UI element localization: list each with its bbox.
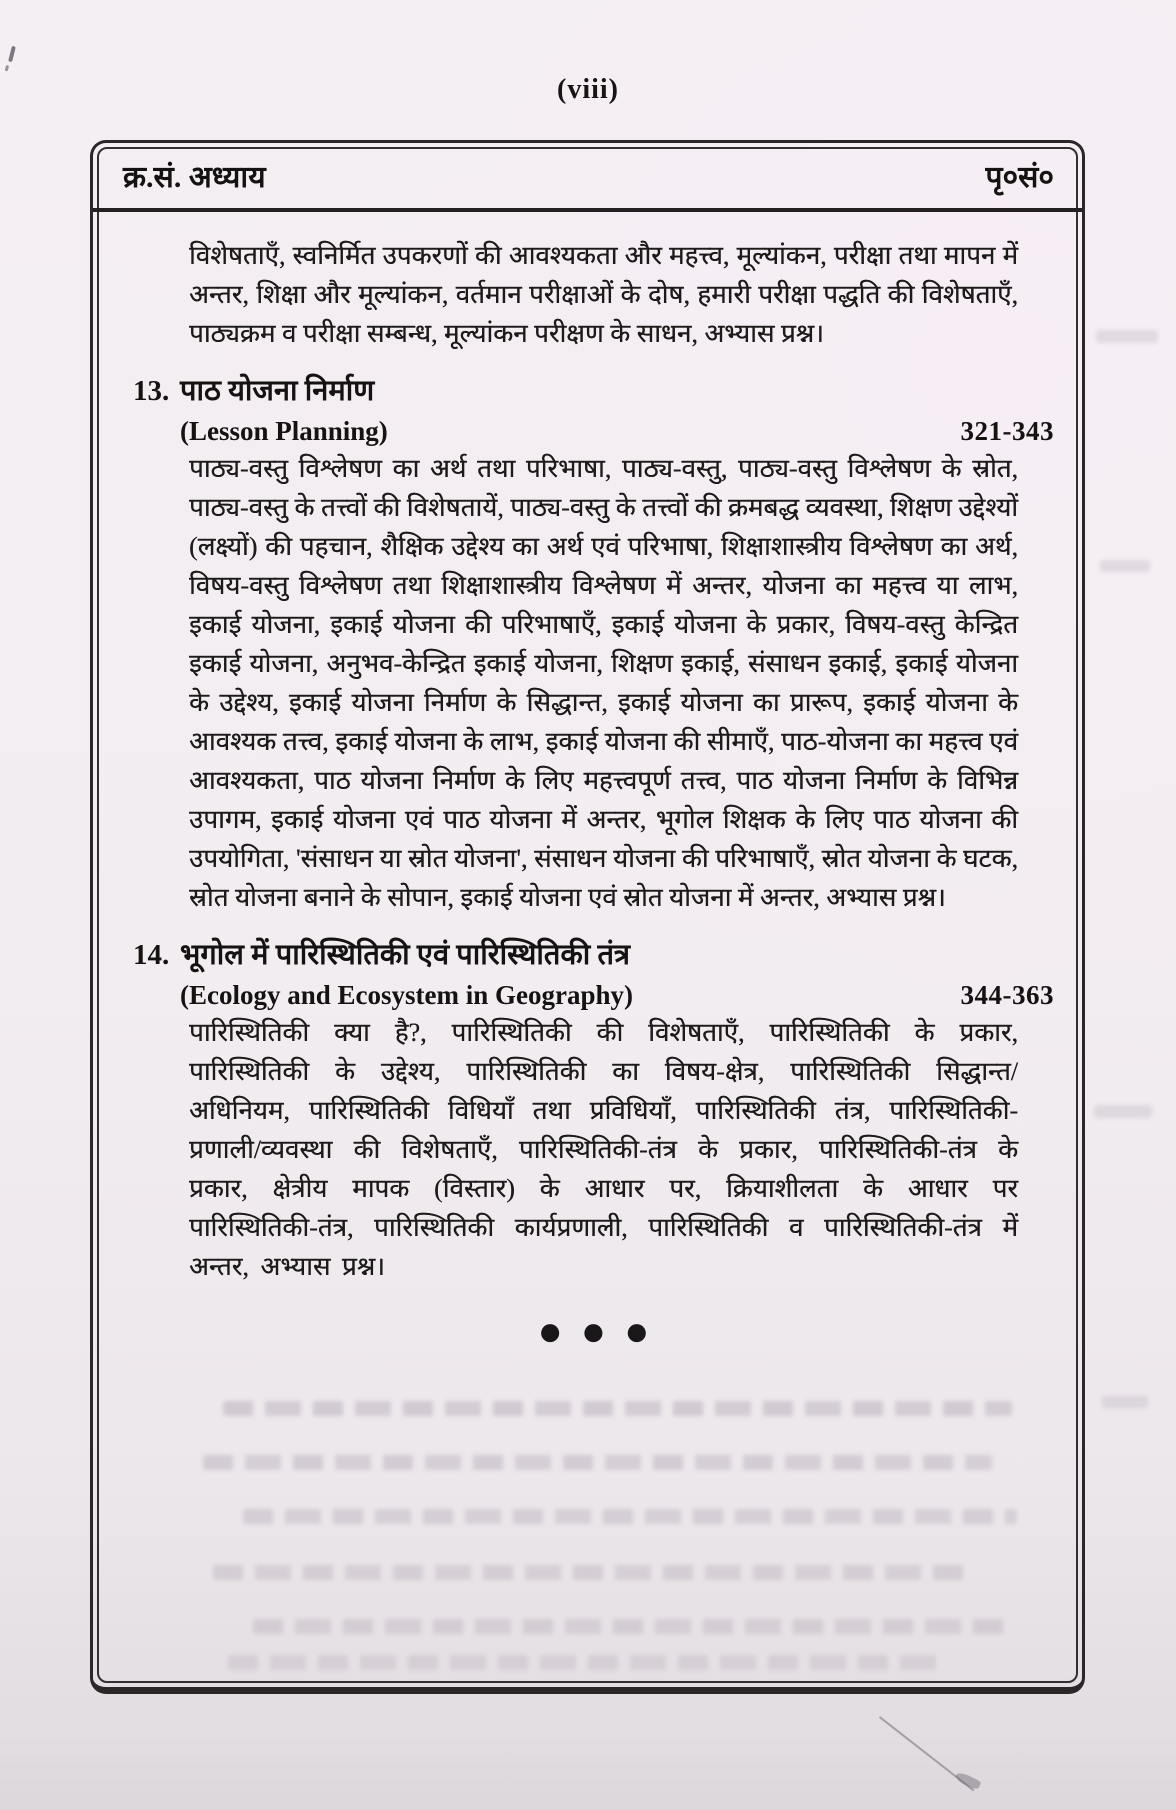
entry-14-description: पारिस्थितिकी क्या है?, पारिस्थितिकी की विशेषताएँ, पारिस्थितिकी के प्रकार, पारिस्थितिकी के उद्देश्य, पारिस्थितिकी का विषय-क्षेत्र, पारिस्थितिकी सिद्धान्त/अधिनियम, पारिस्थितिकी विधियाँ तथा प्रविधियाँ, पारिस्थितिकी तंत्र, पारिस्थितिकी-प्रणाली/व्यवस्था की विशेषताएँ, पारिस्थितिकी-तंत्र के प्रकार, पारिस्थितिकी-तंत्र के प्रकार, क्षेत्रीय मापक (विस्तार) के आधार पर, क्रियाशीलता के आधार पर पारिस्थितिकी-तंत्र, पारिस्थितिकी कार्यप्रणाली, पारिस्थितिकी व पारिस्थितिकी-तंत्र में अन्तर, अभ्यास प्रश्न।: [189, 1018, 1018, 1281]
bleedthrough-margin-mark: [1102, 1396, 1148, 1408]
bleedthrough-margin-mark: [1096, 330, 1158, 343]
scan-artifact-mark: [8, 46, 16, 62]
contents-frame: [90, 140, 1085, 1694]
bleedthrough-text-line: [203, 1455, 992, 1470]
bleedthrough-text-line: [213, 1565, 972, 1580]
bleedthrough-text-line: [243, 1509, 1017, 1524]
header-serial-chapter-label: क्र.सं. अध्याय: [123, 161, 266, 194]
entry-13-page-range: 321-343: [960, 416, 1054, 446]
bleedthrough-text-line: [228, 1655, 942, 1670]
entry-14-title-hindi: भूगोल में पारिस्थितिकी एवं पारिस्थितिकी तंत्र: [180, 939, 631, 971]
entry-13-title-row: [133, 369, 1054, 413]
entry-14-page-range: 344-363: [960, 980, 1054, 1010]
scan-scratch-mark: [879, 1716, 975, 1791]
entry-13-number: 13.: [133, 375, 170, 407]
entry-13-subtitle-row: [180, 413, 1054, 449]
toc-entry-13: [133, 369, 1054, 917]
bleedthrough-text-line: [223, 1401, 1012, 1416]
entry-13-title-hindi: पाठ योजना निर्माण: [180, 375, 375, 407]
toc-entry-14: [133, 933, 1054, 1286]
folio-page-number: (viii): [557, 74, 619, 105]
section-end-ornament-dots: ●●●: [537, 1309, 668, 1355]
entry-14-subtitle-row: [180, 977, 1054, 1013]
bleedthrough-margin-mark: [1094, 1105, 1152, 1118]
bleedthrough-text-line: [253, 1619, 1007, 1634]
contents-header-row: [93, 143, 1082, 212]
contents-body: [93, 212, 1082, 1355]
entry-14-title-row: [133, 933, 1054, 977]
entry-13-title-english: (Lesson Planning): [180, 416, 388, 446]
header-page-no-label: पृ०सं०: [985, 161, 1054, 194]
entry-13-description: पाठ्य-वस्तु विश्लेषण का अर्थ तथा परिभाषा, पाठ्य-वस्तु, पाठ्य-वस्तु विश्लेषण के स्रोत, पाठ्य-वस्तु के तत्त्वों की विशेषतायें, पाठ्य-वस्तु के तत्त्वों की क्रमबद्ध व्यवस्था, शिक्षण उद्देश्यों (लक्ष्यों) की पहचान, शैक्षिक उद्देश्य का अर्थ एवं परिभाषा, शिक्षाशास्त्रीय विश्लेषण का अर्थ, विषय-वस्तु विश्लेषण तथा शिक्षाशास्त्रीय विश्लेषण में अन्तर, योजना का महत्त्व या लाभ, इकाई योजना, इकाई योजना की परिभाषाएँ, इकाई योजना के प्रकार, विषय-वस्तु केन्द्रित इकाई योजना, अनुभव-केन्द्रित इकाई योजना, शिक्षण इकाई, संसाधन इकाई, इकाई योजना के उद्देश्य, इकाई योजना निर्माण के सिद्धान्त, इकाई योजना का प्रारूप, इकाई योजना के आवश्यक तत्त्व, इकाई योजना के लाभ, इकाई योजना की सीमाएँ, पाठ-योजना का महत्त्व एवं आवश्यकता, पाठ योजना निर्माण के लिए महत्त्वपूर्ण तत्त्व, पाठ योजना निर्माण के विभिन्न उपागम, इकाई योजना एवं पाठ योजना में अन्तर, भूगोल शिक्षक के लिए पाठ योजना की उपयोगिता, 'संसाधन या स्रोत योजना', संसाधन योजना की परिभाषाएँ, स्रोत योजना के घटक, स्रोत योजना बनाने के सोपान, इकाई योजना एवं स्रोत योजना में अन्तर, अभ्यास प्रश्न।: [189, 454, 1018, 912]
bleedthrough-margin-mark: [1100, 560, 1150, 572]
previous-chapter-continuation-text: विशेषताएँ, स्वनिर्मित उपकरणों की आवश्यकता और महत्त्व, मूल्यांकन, परीक्षा तथा मापन में अन्तर, शिक्षा और मूल्यांकन, वर्तमान परीक्षाओं के दोष, हमारी परीक्षा पद्धति की विशेषताएँ, पाठ्यक्रम व परीक्षा सम्बन्ध, मूल्यांकन परीक्षण के साधन, अभ्यास प्रश्न।: [189, 241, 1018, 348]
entry-14-number: 14.: [133, 939, 170, 971]
entry-14-title-english: (Ecology and Ecosystem in Geography): [180, 980, 634, 1010]
